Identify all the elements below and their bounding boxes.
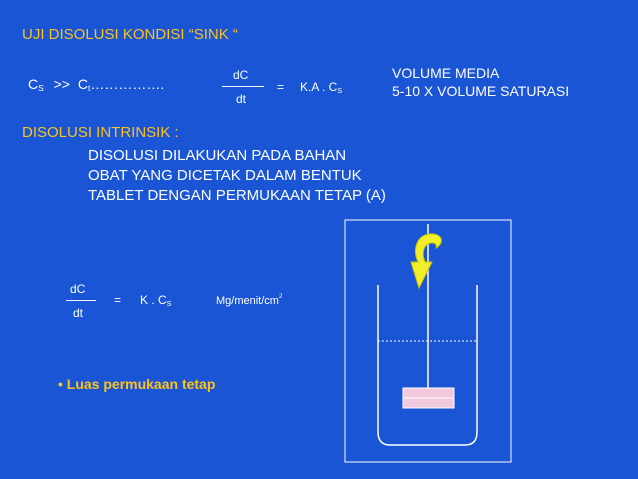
dots: ……………. <box>90 76 165 92</box>
eq2-unit-text: Mg/menit/cm <box>216 295 279 307</box>
sink-fraction-numerator: dC <box>233 68 249 82</box>
cs-symbol: C <box>28 76 39 92</box>
eq2-rhs-text: K . C <box>140 293 167 307</box>
ct-subscript: t <box>87 83 91 93</box>
eq2-equals: = <box>114 293 122 307</box>
slide-title: UJI DISOLUSI KONDISI “SINK “ <box>22 26 238 43</box>
eq2-numerator: dC <box>70 282 86 296</box>
eq2-rhs-subscript: S <box>166 299 172 308</box>
intrinsic-line-1: DISOLUSI DILAKUKAN PADA BAHAN <box>88 147 347 164</box>
bullet-text: Luas permukaan tetap <box>66 376 216 392</box>
bullet-symbol: • <box>58 376 63 392</box>
intrinsic-heading: DISOLUSI INTRINSIK : <box>22 124 179 141</box>
sink-rhs-text: K.A . C <box>300 80 338 94</box>
rotation-arrow-icon <box>411 234 441 288</box>
much-greater-operator: >> <box>53 76 70 92</box>
cs-subscript: S <box>38 83 44 93</box>
sink-equals: = <box>277 80 285 94</box>
sink-fraction-denominator: dt <box>236 92 247 106</box>
volume-line-2: 5-10 X VOLUME SATURASI <box>392 83 570 99</box>
sink-rhs-subscript: S <box>337 86 343 95</box>
intrinsic-line-2: OBAT YANG DICETAK DALAM BENTUK <box>88 167 362 184</box>
eq2-denominator: dt <box>73 306 84 320</box>
ct-symbol: C <box>77 76 88 92</box>
volume-line-1: VOLUME MEDIA <box>392 65 500 81</box>
intrinsic-line-3: TABLET DENGAN PERMUKAAN TETAP (A) <box>88 187 386 204</box>
eq2-unit-superscript: 2 <box>278 294 283 300</box>
